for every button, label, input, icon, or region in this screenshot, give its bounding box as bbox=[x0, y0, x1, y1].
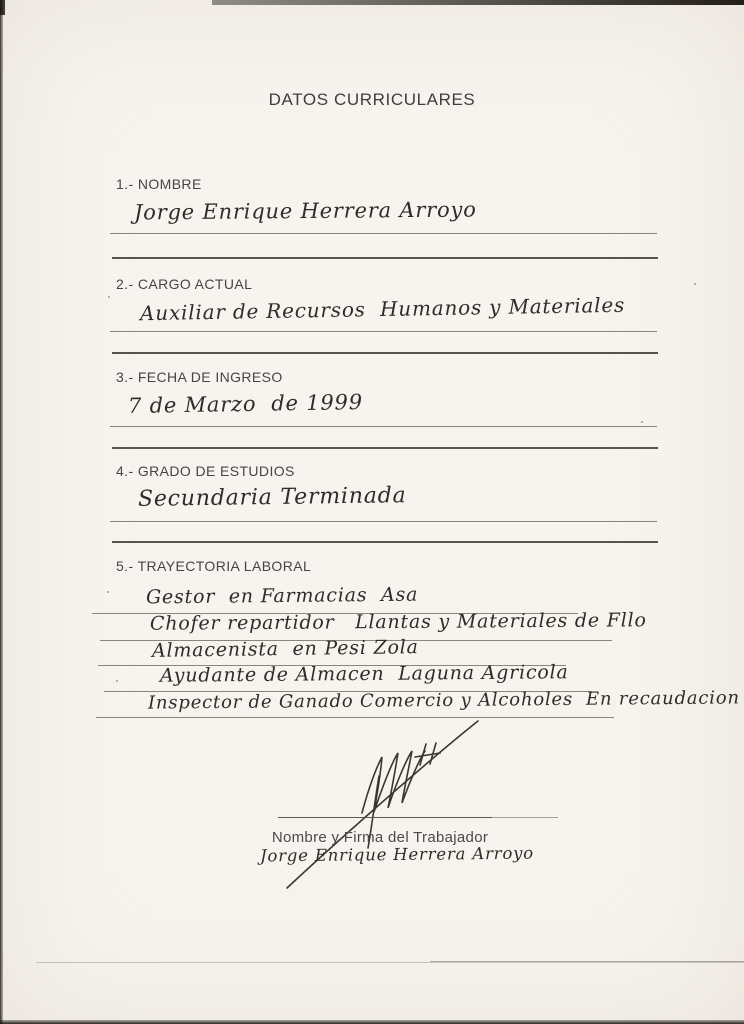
field-label-trayectoria: 5.- TRAYECTORIA LABORAL bbox=[116, 558, 312, 574]
document-title: DATOS CURRICULARES bbox=[268, 90, 476, 109]
field-label-fecha: 3.- FECHA DE INGRESO bbox=[116, 369, 283, 385]
scan-edge-bottom bbox=[0, 1020, 744, 1024]
ruled-line-blank bbox=[112, 257, 658, 259]
scan-speck bbox=[107, 591, 109, 593]
scan-speck bbox=[116, 680, 118, 682]
field-label-estudios: 4.- GRADO DE ESTUDIOS bbox=[116, 463, 295, 479]
scan-edge-top bbox=[212, 0, 744, 5]
signature-printed-name: Jorge Enrique Herrera Arroyo bbox=[259, 843, 535, 866]
trayectoria-entry: Inspector de Ganado Comercio y Alcoholes En recaudacion bbox=[147, 687, 740, 714]
ruled-line bbox=[110, 521, 657, 522]
scan-fold-line bbox=[36, 962, 744, 963]
ruled-line-blank bbox=[112, 447, 658, 449]
ruled-line-blank bbox=[112, 541, 658, 543]
scan-speck bbox=[108, 296, 110, 298]
scan-edge-left bbox=[0, 0, 3, 1024]
scan-speck bbox=[694, 283, 696, 285]
field-value-fecha: 7 de Marzo de 1999 bbox=[127, 389, 364, 419]
trayectoria-entry: Almacenista en Pesi Zola bbox=[151, 636, 419, 662]
signature-caption: Nombre y Firma del Trabajador bbox=[271, 829, 489, 846]
field-label-nombre: 1.- NOMBRE bbox=[116, 176, 202, 192]
field-value-estudios: Secundaria Terminada bbox=[137, 483, 407, 512]
ruled-line bbox=[96, 717, 614, 718]
field-label-cargo: 2.- CARGO ACTUAL bbox=[116, 276, 253, 292]
trayectoria-entry: Chofer repartidor Llantas y Materiales de Fllo bbox=[149, 609, 647, 635]
signature-line bbox=[278, 817, 492, 818]
ruled-line bbox=[110, 426, 657, 427]
field-value-cargo: Auxiliar de Recursos Humanos y Materiales bbox=[139, 292, 626, 326]
scan-fold-line-segment bbox=[430, 961, 744, 962]
ruled-line-blank bbox=[112, 352, 658, 354]
ruled-line bbox=[110, 233, 657, 234]
signature-line-faint bbox=[492, 817, 558, 818]
scan-speck bbox=[641, 421, 643, 423]
trayectoria-entry: Ayudante de Almacen Laguna Agricola bbox=[159, 661, 569, 687]
trayectoria-entry: Gestor en Farmacias Asa bbox=[145, 583, 419, 609]
field-value-nombre: Jorge Enrique Herrera Arroyo bbox=[133, 197, 477, 225]
ruled-line bbox=[110, 331, 657, 332]
scan-corner-mark bbox=[0, 0, 5, 15]
